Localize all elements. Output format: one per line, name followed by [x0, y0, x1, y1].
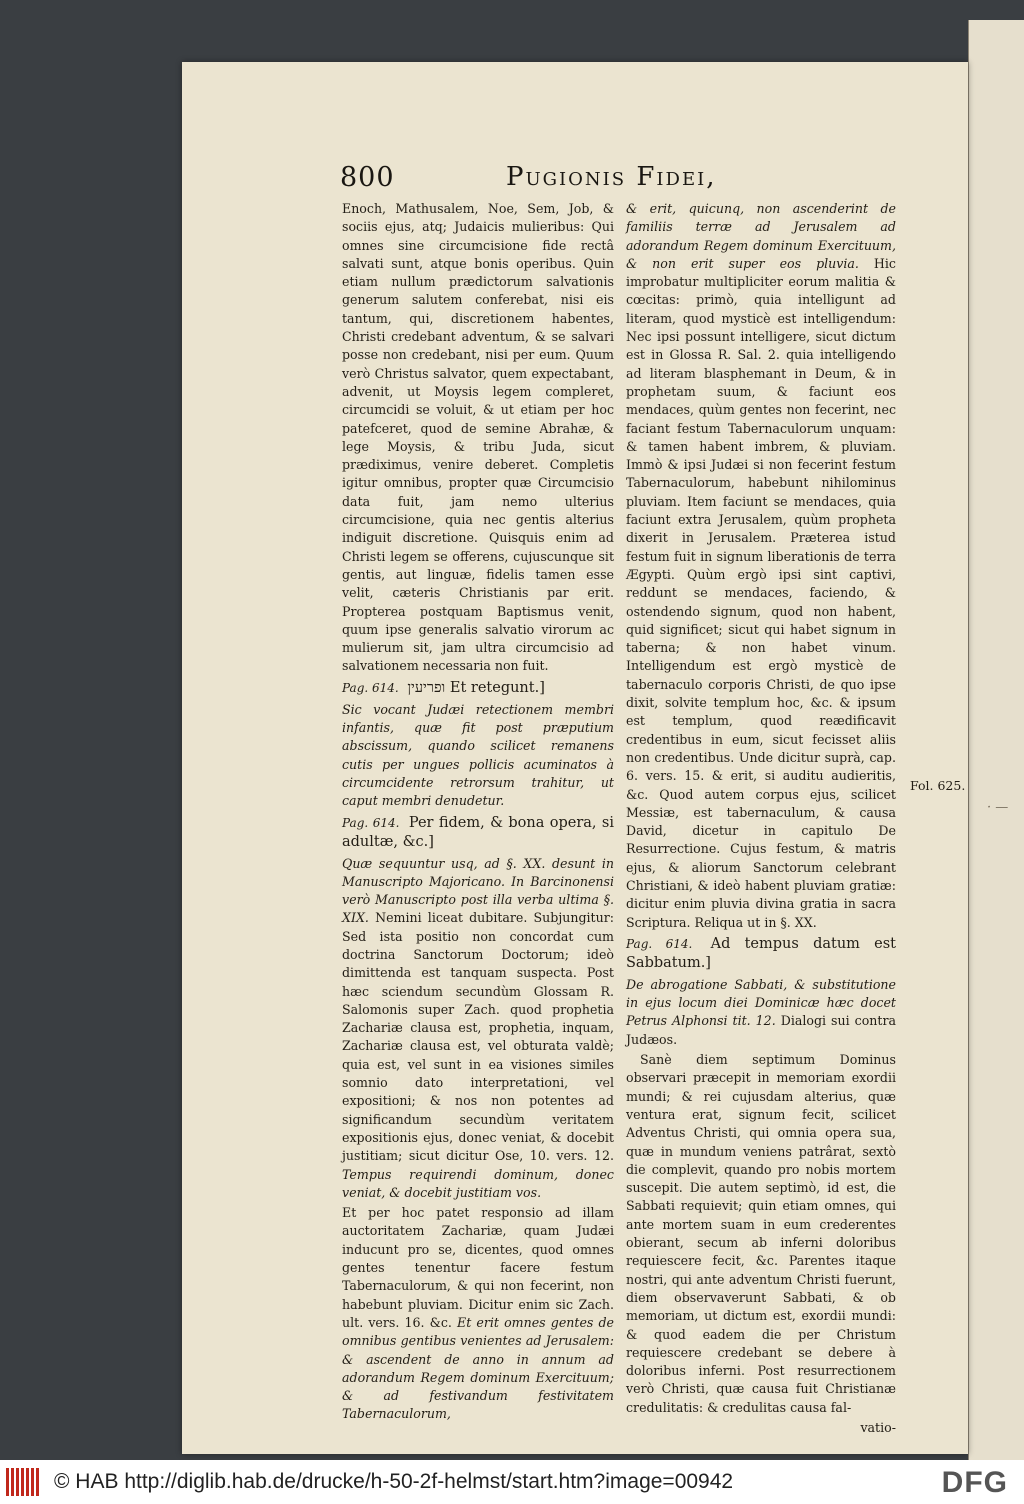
paragraph-italic: Sic vocant Judæi retectionem membri infantis, quæ fit post præputium abscissum, quando scilicet remanens cutis per ungues pollicis acuminatos à circumcidente retrorsum trahitur, ut caput membri denudetur. [342, 701, 614, 809]
paragraph: Hic improbatur multipliciter eorum malitia & cœcitas: primò, quia intelligunt ad literam, quod mysticè est intelligendum: Nec ipsi possunt intelligere, sicut dictum est in Glossa R. Sal. 2. quia intelligendo ad literam blasphemant in Deum, & in prophetam suum, & faciunt eos mendaces, quùm gentes non fecerint, nec faciant festum Tabernaculorum unquam: & tamen habent imbrem, & pluviam. Immò & ipsi Judæi si non fecerint festum Tabernaculorum, habebunt nihilominus pluviam. Item faciunt se mendaces, quia faciunt extra Jerusalem, quùm propheta dixerit in Jerusalem. Præterea istud festum fuit in signum liberationis de terra Ægypti. Quùm ergò ipsi sint captivi, reddunt se mendaces, faciendo, & ostendendo signum, quod non habent, quid significet; sicut qui habet signum in taberna; & non habet vinum. Intelligendum est ergò mysticè de tabernaculo corporis Christi, de quo ipse dixit, solvite templum hoc, &c. & ipsum est templum, quod reædificavit credentibus in eum, sicut fecisset aliis non credentibus. Unde dicitur suprà, cap. 6. vers. 15. & erit, si auditu audieritis, &c. Quod autem corpus ejus, scilicet Messiæ, est tabernaculum, & causa David, dicetur in capitulo De Resurrectione. Cujus festum, & matris ejus, & aliorum Sanctorum celebrant Christiani, & ideò habent pluviam gratiæ: dicitur enim pluvia divina gratia in sacra Scriptura. Reliqua ut in §. XX. [626, 255, 896, 930]
dfg-logo: DFG [941, 1466, 1008, 1499]
right-column [626, 200, 896, 1439]
page-reference: Pag. 614. [342, 680, 399, 695]
facing-page-bleed-text: · — [987, 800, 1009, 815]
running-title: Pugionis Fidei, [506, 162, 717, 192]
section-heading [342, 814, 614, 852]
hebrew-word: ופריעין [407, 679, 446, 696]
editorial-note: Quæ sequuntur usq, ad §. XX. desunt in Manuscripto Majoricano. In Barcinonensi verò Manuscripto post illa verba ultima §. XIX. [342, 855, 614, 926]
copyright-url[interactable]: © HAB http://diglib.hab.de/drucke/h-50-2f-helmst/start.htm?image=00942 [54, 1470, 734, 1493]
section-heading [342, 679, 614, 698]
margin-note: Fol. 625. [910, 778, 966, 793]
page-reference: Pag. 614. [342, 815, 400, 830]
paragraph: Dialogi sui contra Judæos. [626, 1013, 897, 1047]
heading-text: Per fidem, & bona opera, si adultæ, &c.] [342, 814, 614, 850]
catchword: vatio- [860, 1420, 896, 1435]
paragraph: Sanè diem septimum Dominus observari præcepit in memoriam exordii mundi; & rei cujusdam alterius, quæ ventura erat, signum fecit, scilicet Adventus Christi, qui omnia opera sua, quæ in mundum veniens patrârat, sextò die complevit, quando pro nobis mortem suscepit. Die autem septimò, id est, die Sabbati requievit; quin etiam omnes, qui ante mortem suam in eum crederentes obierant, secum ab inferni doloribus requiescere fecit, &c. Parentes itaque nostri, qui ante adventum Christi fuerunt, diem observaverunt Sabbati, & ob memoriam, ut dictum est, exordii mundi: & quod eadem die per Christum requiescere credebant se debere à doloribus inferni. Post resurrectionem verò Christi, quæ causa fuit Christianæ credulitatis: & credulitas causa fal- [626, 1052, 896, 1415]
editorial-note: De abrogatione Sabbati, & substitutione in ejus locum diei Dominicæ hæc docet Petrus Alphonsi tit. 12. [626, 976, 896, 1029]
scripture-quote: Tempus requirendi dominum, donec veniat, & docebit justitiam vos. [342, 1166, 614, 1200]
paragraph: Et per hoc patet responsio ad illam auctoritatem Zachariæ, quam Judæi inducunt pro se, dicentes, quod omnes gentes tenentur facere festum Tabernaculorum, & qui non fecerint, non habebunt pluviam. Dicitur enim sic Zach. ult. vers. 16. &c. [342, 1205, 614, 1330]
footer-bar [0, 1460, 1024, 1504]
section-heading [626, 935, 896, 973]
paragraph: Enoch, Mathusalem, Noe, Sem, Job, & sociis ejus, atq; Judaicis mulieribus: Qui omnes sine circumcisione fide rectâ salvati sunt, atque bonis operibus. Quin etiam nullum prædictorum salvationis generum salutem conferebat, nisi eis tantum, qui, discretionem habentes, Christi credebant adventum, & se salvari posse non credebant, nisi per eum. Quum verò Christus salvator, quem expectabant, advenit, ut Moysis legem compleret, circumcidi se voluit, & ut etiam per hoc patefceret, quod de semine Abrahæ, & lege Moysis, & tribu Juda, sicut prædiximus, venire deberet. Completis igitur omnibus, propter quæ Circumcisio data fuit, jam nemo ulterius circumcisione, quia nec gentis alterius indiguit discretione. Quisquis enim ad Christi legem se offerens, cujuscunque sit gentis, aut linguæ, fidelis tamen esse velit, cæteris Christianis par erit. Propterea postquam Baptismus venit, quum ipse generalis salvatio virorum ac mulierum sit, jam ultra circumcisio ad salvationem necessaria non fuit. [342, 201, 614, 674]
paragraph: Nemini liceat dubitare. Subjungitur: Sed ista positio non concordat cum doctrina Sanctorum Doctorum; ideò dimittenda est tanquam suspecta. Post hæc sciendum secundùm Glossam R. Salomonis super Zach. quod prophetia Zachariæ clausa est, prophetia, inquam, Zachariæ clausa est, vel obturata valdè; quia est, vel sunt in ea visiones similes somnio dato interpretationi, vel expositioni; & nos non potentes ad significandum secundùm veritatem expositionis ejus, donec veniat, & docebit justitiam; sicut dicitur Ose, 10. vers. 12. [342, 910, 614, 1164]
left-column [342, 200, 614, 1426]
heading-text: Et retegunt.] [449, 679, 545, 696]
heading-text: Ad tempus datum est Sabbatum.] [626, 935, 897, 971]
hab-logo-icon [6, 1468, 46, 1496]
page-reference: Pag. 614. [626, 936, 693, 951]
running-header [340, 162, 900, 202]
page-number: 800 [340, 162, 395, 193]
scripture-quote: Et erit omnes gentes de omnibus gentibus venientes ad Jerusalem: & ascendent de anno in annum ad adorandum Regem dominum Exercituum; & ad festivandum festivitatem Tabernaculorum, [342, 1314, 615, 1422]
facing-page-edge [968, 20, 1024, 1460]
scripture-quote: & erit, quicunq, non ascenderint de familiis terræ ad Jerusalem ad adorandum Regem dominum Exercituum, & non erit super eos pluvia. [626, 201, 896, 271]
